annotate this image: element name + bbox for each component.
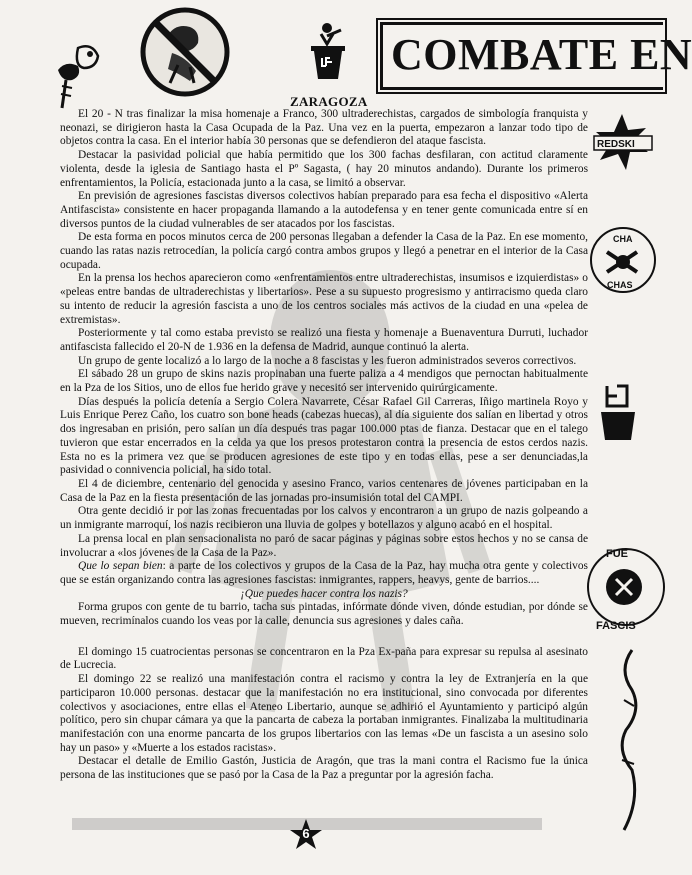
article-paragraph: El domingo 22 se realizó una manifestación contra el racismo y contra la ley de Extranjería en la que participaron 10.000 personas. destacar que la manifestación no era institucional, sino convocada por diferentes colectivos y asociaciones, entre ellas el Ateneo Libertario, aunque se adhirió el Ayuntamiento y participó algún político, pero sin chupar cámara ya que la pancarta de cabeza la portaban inmigrantes. Finalizaba la multitudinaria manifestación con una enorme pancarta de los grupos libertarios con las lemas «De un fascista a un asesino solo hay un paso» y «Muerte a los estados racistas».: [60, 673, 588, 754]
redskins-badge-label: REDSKI: [597, 139, 635, 150]
article-paragraph-lead: Que lo sepan bien: [78, 560, 163, 573]
article-paragraph: La prensa local en plan sensacionalista no paró de sacar páginas y páginas sobre estos hechos y no se cansa de involucrar a «los jóvenes de la Casa de la Paz».: [60, 532, 588, 559]
article-paragraph: El sábado 28 un grupo de skins nazis propinaban una fuerte paliza a 4 mendigos que pernoctan habitualmente en la Pza de los Sitios, uno de ellos fue herido grave y necesitó ser intervenido quirúrgicamente.: [60, 368, 588, 395]
page-number: 6: [302, 826, 310, 841]
redskins-badge-icon: [592, 112, 652, 182]
anti-nazi-badge-icon: [138, 5, 232, 99]
article-paragraph: El domingo 15 cuatrocientas personas se concentraron en la Pza Ex-paña para expresar su repulsa al asesinato de Lucrecia.: [60, 645, 588, 672]
antifa-top-label-2: CHAS: [607, 280, 633, 290]
article-paragraph: Destacar la pasividad policial que había permitido que los 300 fachas desfilaran, con actitud claramente violenta, desde la iglesia de Santiago hasta el Pº Sagasta, ( hay 20 minutos andando). Durante los primeros enfrentamientos, la Policía, estacionada junto a la casa, se limitó a observar.: [60, 149, 588, 189]
margin-scribble-illustration: [612, 640, 637, 840]
trash-can-icon: [305, 22, 351, 82]
article-paragraph: De esta forma en pocos minutos cerca de 200 personas llegaban a defender la Casa de la Paz. En ese momento, cuando las ratas nazis retrocedían, la policía cargó contra ambos grupos y llegó a penetrar en el interior de la Casa ocupada.: [60, 231, 588, 271]
article-paragraph: Otra gente decidió ir por las zonas frecuentadas por los calvos y encontraron a un grupo de nazis golpeando a un inmigrante marroquí, los nazis recibieron una lluvia de golpes y botellazos y alguno acabó en el hospital.: [60, 505, 588, 532]
article-paragraph: Posteriormente y tal como estaba previsto se realizó una fiesta y homenaje a Buenaventura Durruti, luchador antifascista fallecido el 20-N de 1.936 en la defensa de Madrid, aunque continuó la alerta.: [60, 327, 588, 353]
antifa-badge-top-icon: [585, 222, 645, 304]
article-paragraph: Forma grupos con gente de tu barrio, tacha sus pintadas, infórmate dónde viven, dónde estudian, por dónde se mueven, recrimínalos cuando los veas por la calle, denuncia sus agresiones y dales caña.: [60, 601, 588, 628]
article-body: [60, 108, 588, 783]
article-paragraph: En la prensa los hechos aparecieron como «enfrentamientos entre ultraderechistas, insumisos e izquierdistas» o «peleas entre bandas de ultraderechistas y libertarios». Pese a su supuesto progresismo y antirracismo queda claro su intento de reducir la agresión fascista a uno de los centros sociales más activos de la ciudad en una «pelea de extremistas».: [60, 272, 588, 326]
article-paragraph: Un grupo de gente localizó a lo largo de la noche a 8 fascistas y les fueron administrados severos correctivos.: [78, 354, 577, 367]
antifa-bottom-label-1: FUE: [606, 548, 628, 560]
magazine-title: COMBATE EN: [391, 30, 692, 79]
article-paragraph: ¡Que puedes hacer contra los nazis?: [240, 587, 408, 600]
antifa-bottom-label-2: FASCIS: [596, 620, 636, 632]
article-paragraph: El 20 - N tras finalizar la misa homenaje a Franco, 300 ultraderechistas, cargados de simbología franquista y neonazi, se dirigieron hasta la Casa Ocupada de la Paz. Una vez en la puerta, empezaron a lanzar todo tipo de objetos contra la casa. En el interior había 30 personas que se defendieron del ataque fascista.: [60, 108, 588, 148]
swastika-in-bin-icon: [597, 380, 637, 442]
article-paragraph: [60, 560, 588, 587]
article-paragraph-text: : a parte de los colectivos y grupos de la Casa de la Paz, hay mucha otra gente y colectivos que se están organizando contra las agresiones fascistas: inmigrantes, rappers, heavys, gente de barrios....: [60, 560, 588, 586]
article-paragraph: Días después la policía detenía a Sergio Colera Navarrete, César Rafael Gil Carreras, Iñigo martinela Royo y Luis Enrique Perez Caño, los cuatro son bone heads (cabezas huecas), al día siguiente dos salían en libertad y otros dos ingresaban en prisión, pero salían un día después tras pagar 100.000 ptas de fianza. Destacar que en el talego tuvieron que estar encerrados en la celda ya que los presos protestaron contra la presencia de estos cerdos nazis. Esta no es la primera vez que se producen agresiones de este tipo y en todas ellas, pese a ser denunciadas,la pasividad o connivencia policial, ha sido total.: [60, 395, 588, 477]
header-title-box: [380, 22, 692, 90]
article-paragraph: En previsión de agresiones fascistas diversos colectivos habían preparado para esa fecha el dispositivo «Alerta Antifascista» consistente en hacer propaganda llamando a la autodefensa y en tener gente comunicada entre sí en diversos puntos de la ciudad vulnerables de ser atacados por los fascistas.: [60, 190, 588, 230]
cartoon-figure-illustration: [48, 40, 108, 110]
article-title: ZARAGOZA: [290, 94, 368, 109]
antifa-badge-bottom-icon: [584, 535, 644, 635]
antifa-top-label-1: CHA: [613, 234, 633, 244]
article-paragraph: Destacar el detalle de Emilio Gastón, Justicia de Aragón, que tras la mani contra el Racismo fue la única persona de las instituciones que se pasó por la Casa de la Paz a preguntar por la agresión facha.: [60, 755, 588, 782]
article-paragraph: El 4 de diciembre, centenario del genocida y asesino Franco, varios centenares de jóvenes participaban en la Casa de la Paz en la fiesta presentación de las jornadas pro-insumisión total del CAMPI.: [60, 477, 588, 504]
